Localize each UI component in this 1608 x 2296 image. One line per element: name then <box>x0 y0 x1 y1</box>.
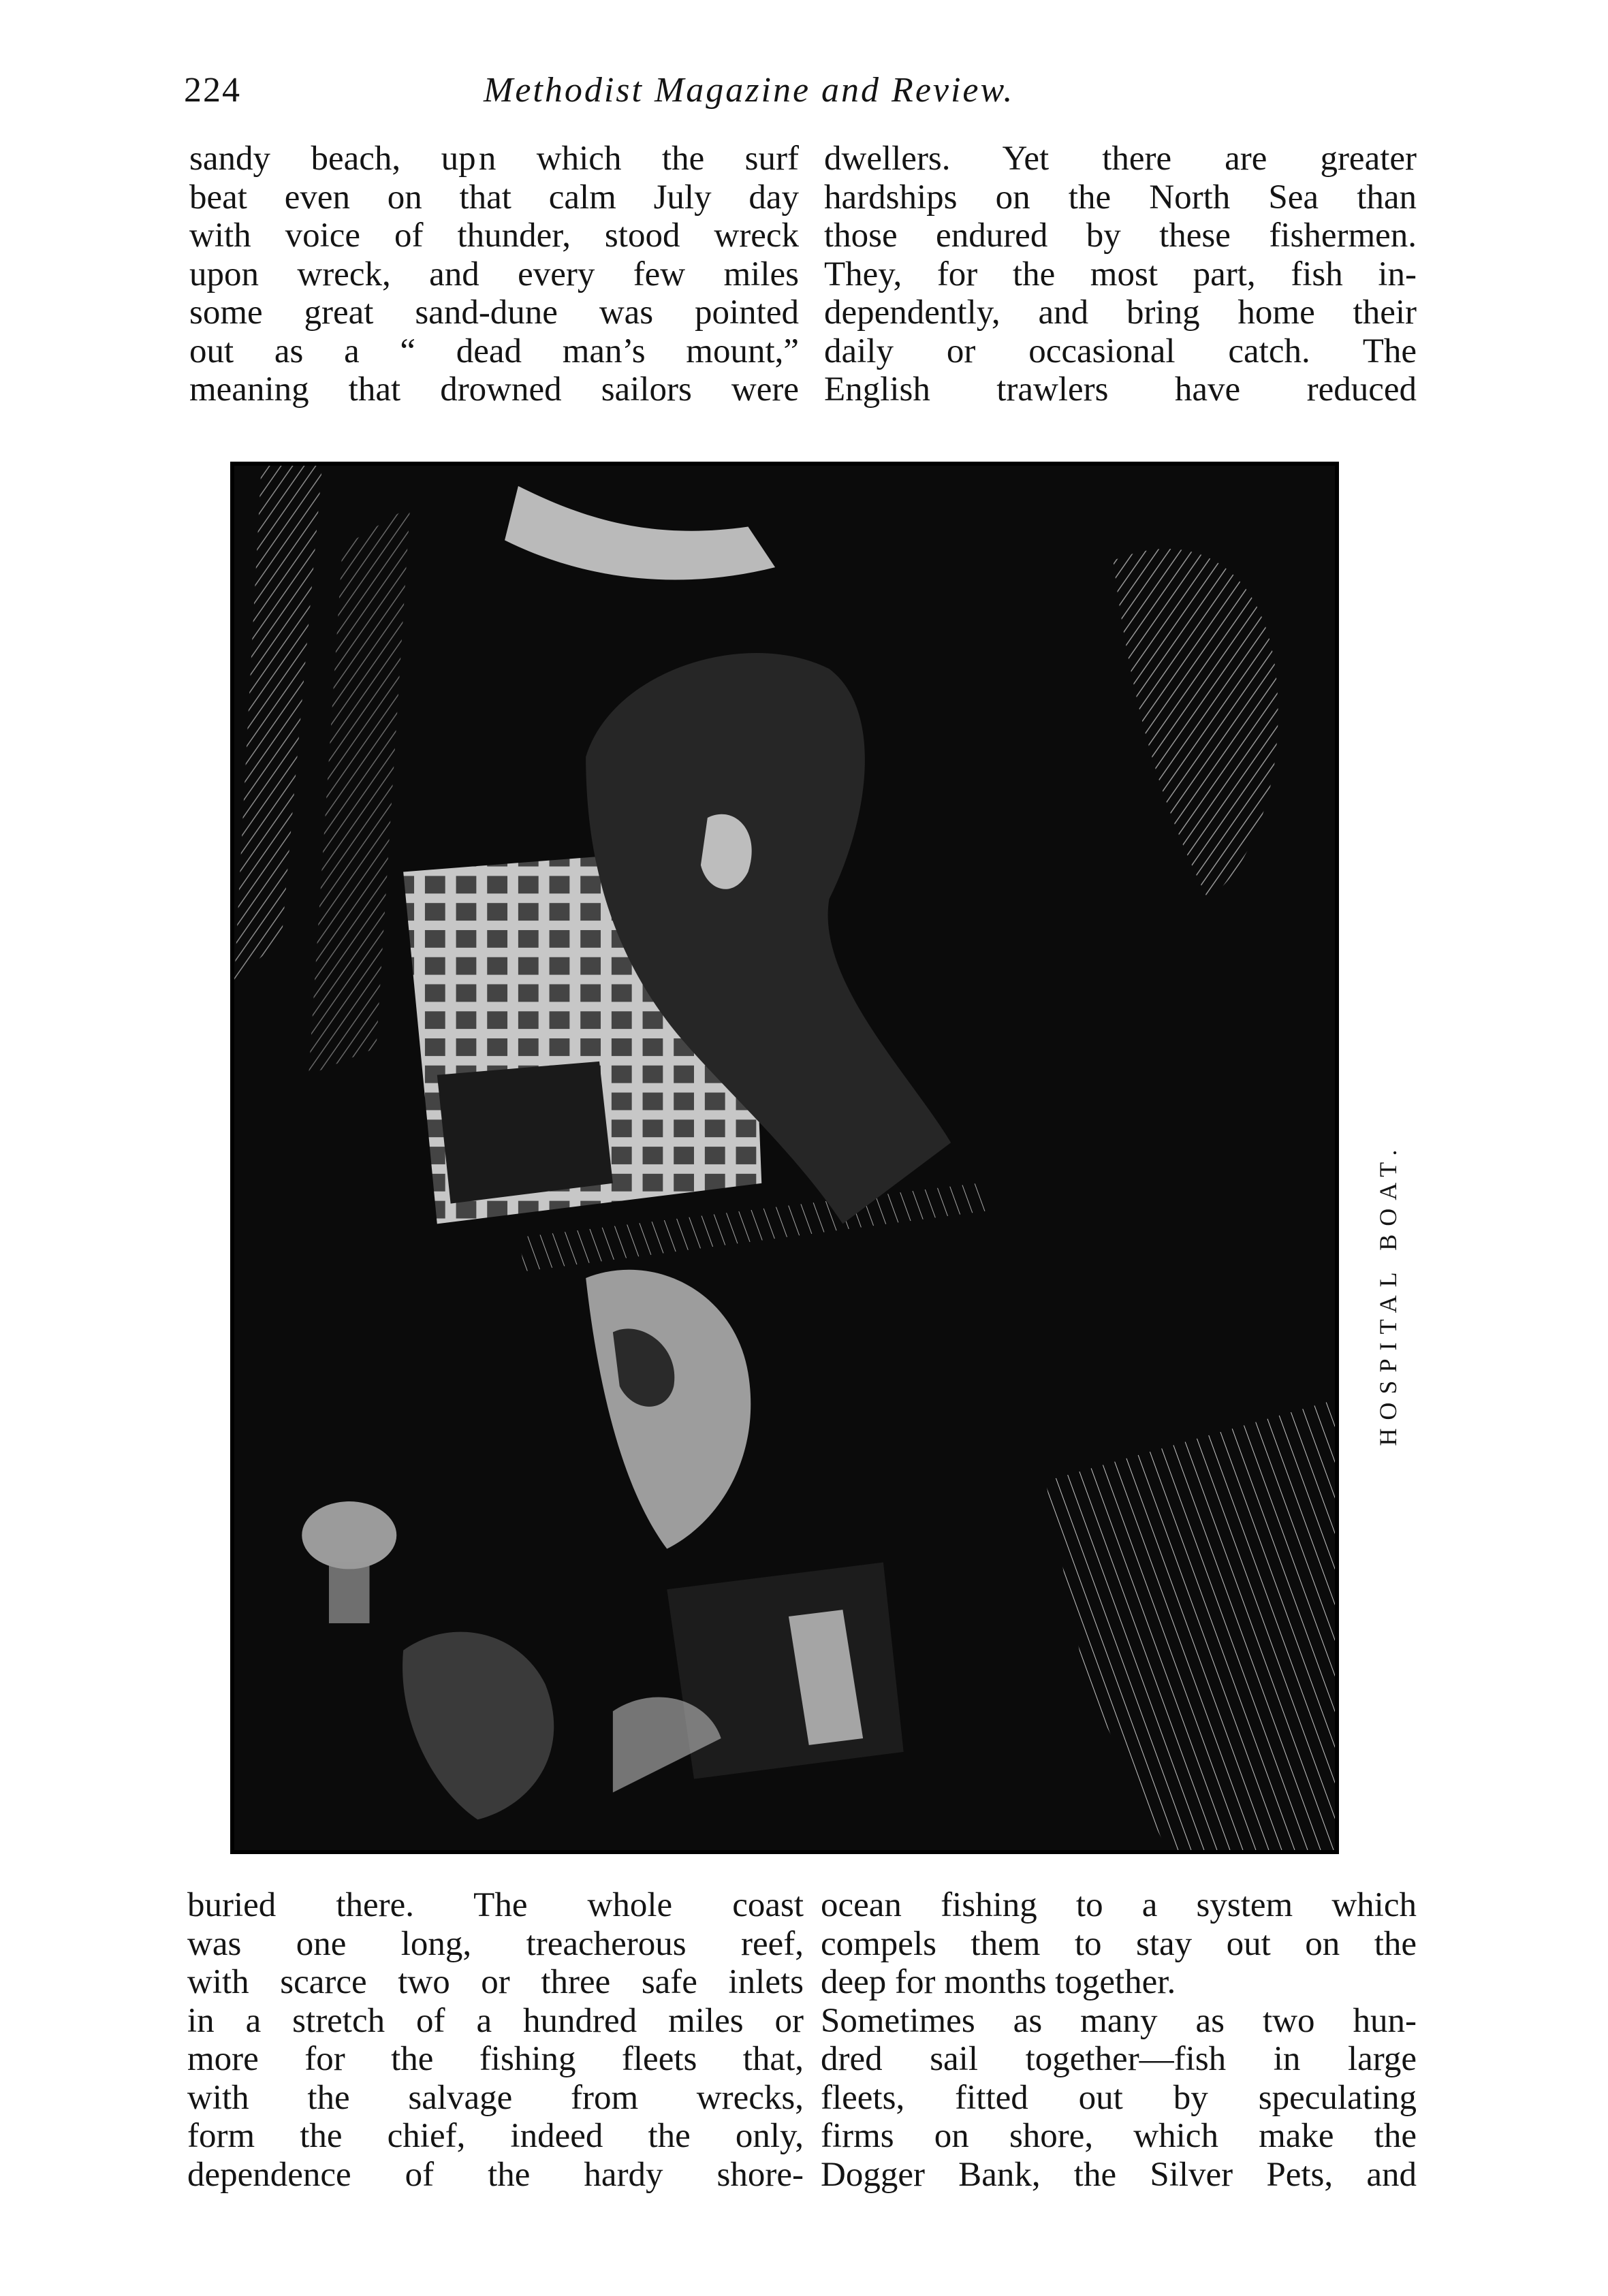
text-column-bottom-right <box>821 1886 1417 2194</box>
hospital-boat-engraving <box>230 462 1339 1854</box>
text-line: dependence of the hardy shore- <box>187 2155 804 2194</box>
text-line: in a stretch of a hundred miles or <box>187 2001 804 2040</box>
text-line: more for the fishing fleets that, <box>187 2040 804 2078</box>
text-column-top-left <box>189 140 799 409</box>
page-header <box>184 60 1389 121</box>
text-column-bottom-left <box>187 1886 804 2194</box>
text-line: firms on shore, which make the <box>821 2117 1417 2155</box>
page-number: 224 <box>184 71 241 110</box>
figure-caption <box>1374 1141 1402 1446</box>
text-line: with scarce two or three safe inlets <box>187 1963 804 2001</box>
text-line: with voice of thunder, stood wreck <box>189 217 799 255</box>
text-line: form the chief, indeed the only, <box>187 2117 804 2155</box>
text-line: dwellers. Yet there are greater <box>824 140 1417 178</box>
text-line: meaning that drowned sailors were <box>189 370 799 409</box>
running-title: Methodist Magazine and Review. <box>484 71 1015 110</box>
text-line: some great sand-dune was pointed <box>189 293 799 332</box>
text-line: daily or occasional catch. The <box>824 332 1417 370</box>
text-line: with the salvage from wrecks, <box>187 2078 804 2117</box>
text-line: deep for months together. <box>821 1963 1176 2001</box>
text-line: was one long, treacherous reef, <box>187 1924 804 1963</box>
text-line: buried there. The whole coast <box>187 1886 804 1924</box>
text-line: dependently, and bring home their <box>824 293 1417 332</box>
text-line: dred sail together—fish in large <box>821 2040 1417 2078</box>
text-line: sandy beach, up n which the surf <box>189 140 799 178</box>
text-line: They, for the most part, fish in- <box>824 255 1417 293</box>
figure-caption-text: HOSPITAL BOAT. <box>1374 1141 1402 1446</box>
text-line: those endured by these fishermen. <box>824 217 1417 255</box>
text-line: ocean fishing to a system which <box>821 1886 1417 1924</box>
text-column-top-right <box>824 140 1417 409</box>
text-line: English trawlers have reduced <box>824 370 1417 409</box>
engraving-artwork <box>234 466 1335 1850</box>
text-line: upon wreck, and every few miles <box>189 255 799 293</box>
text-line: hardships on the North Sea than <box>824 178 1417 217</box>
text-line: compels them to stay out on the <box>821 1924 1417 1963</box>
text-line: Sometimes as many as two hun- <box>821 2001 1417 2040</box>
text-line: out as a “ dead man’s mount,” <box>189 332 799 370</box>
text-line: Dogger Bank, the Silver Pets, and <box>821 2155 1417 2194</box>
text-line: fleets, fitted out by speculating <box>821 2078 1417 2117</box>
text-line: beat even on that calm July day <box>189 178 799 217</box>
